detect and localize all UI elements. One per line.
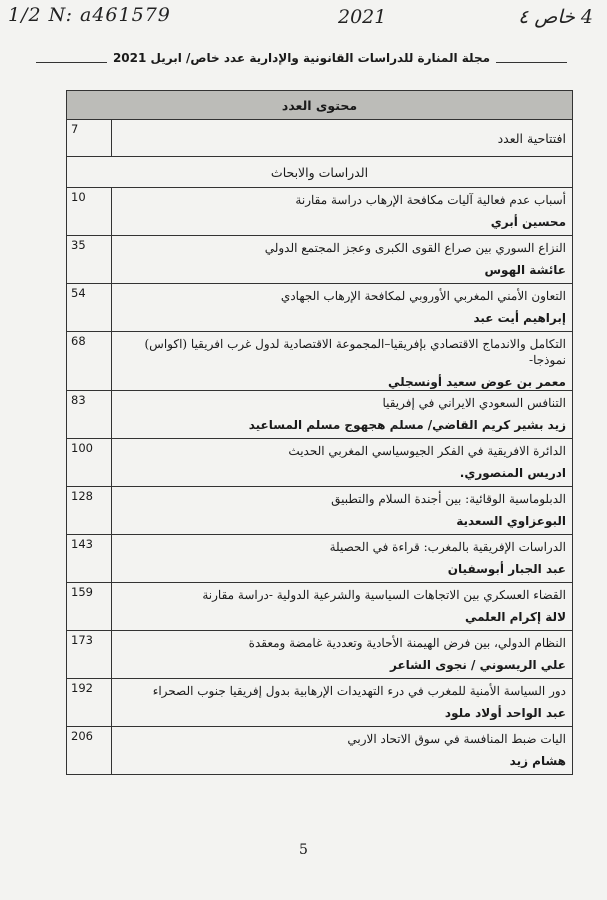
article-page: 68 [67, 332, 112, 391]
article-title: التكامل والاندماج الاقتصادي بإفريقيا–المجموعة الاقتصادية لدول غرب افريقيا (اكواس) نموذجا- [144, 337, 566, 367]
toc-entry-row [67, 188, 573, 236]
header-rule-left [36, 62, 107, 63]
toc-entry-row [67, 727, 573, 775]
handwritten-issue: 4 خاص ٤ [518, 6, 593, 28]
entry-cell [112, 583, 573, 631]
toc-entry-row [67, 535, 573, 583]
toc-heading-row [67, 91, 573, 120]
toc-entry-row [67, 583, 573, 631]
entry-cell [112, 439, 573, 487]
article-title: دور السياسة الأمنية للمغرب في درء التهديدات الإرهابية بدول إفريقيا جنوب الصحراء [152, 684, 566, 698]
handwritten-year: 2021 [338, 6, 387, 28]
toc-entry-row [67, 679, 573, 727]
article-title: اليات ضبط المنافسة في سوق الاتحاد الاربي [347, 732, 566, 746]
header-rule-right [496, 62, 567, 63]
intro-page: 7 [67, 120, 112, 157]
toc-section-row [67, 157, 573, 188]
toc-entry-row [67, 284, 573, 332]
entry-cell [112, 332, 573, 391]
article-author: محسين أبري [490, 215, 566, 229]
article-page: 206 [67, 727, 112, 775]
article-author: عبد الواحد أولاد ملود [444, 706, 566, 720]
article-page: 128 [67, 487, 112, 535]
article-title: الدائرة الافريقية في الفكر الجيوسياسي المغربي الحديث [288, 444, 566, 458]
article-title: الدراسات الإفريقية بالمغرب: قراءة في الحصيلة [329, 540, 566, 554]
article-author: عبد الجبار أبوسفيان [447, 562, 566, 576]
article-page: 192 [67, 679, 112, 727]
toc-entry-row [67, 391, 573, 439]
intro-title: افتتاحية العدد [112, 120, 573, 157]
journal-title: مجلة المنارة للدراسات القانونية والإدارية عدد خاص/ ابريل 2021 [112, 51, 491, 65]
handwritten-reference: 1/2 N: a461579 [8, 4, 171, 26]
toc-entry-row [67, 332, 573, 391]
article-title: النظام الدولي، بين فرض الهيمنة الأحادية وتعددية غامضة ومعقدة [248, 636, 566, 650]
article-title: القضاء العسكري بين الاتجاهات السياسية والشرعية الدولية -دراسة مقارنة [202, 588, 566, 602]
page-number: 5 [299, 842, 308, 858]
toc-heading: محتوى العدد [67, 91, 573, 120]
article-author: إبراهيم أيت عبد [473, 311, 566, 325]
entry-cell [112, 679, 573, 727]
entry-cell [112, 391, 573, 439]
article-page: 54 [67, 284, 112, 332]
article-author: هشام زيد [509, 754, 566, 768]
article-title: النزاع السوري بين صراع القوى الكبرى وعجز المجتمع الدولي [264, 241, 566, 255]
entry-cell [112, 284, 573, 332]
toc-intro-row [67, 120, 573, 157]
entry-cell [112, 631, 573, 679]
entry-cell [112, 535, 573, 583]
toc-entry-row [67, 439, 573, 487]
article-title: التنافس السعودي الايراني في إفريقيا [382, 396, 566, 410]
article-author: زيد بشير كريم القاضي/ مسلم هجهوج مسلم المساعيد [248, 418, 566, 432]
entry-cell [112, 236, 573, 284]
entry-cell [112, 188, 573, 236]
article-title: الدبلوماسية الوقائية: بين أجندة السلام والتطبيق [331, 492, 566, 506]
toc-entry-row [67, 487, 573, 535]
article-page: 83 [67, 391, 112, 439]
toc-entry-row [67, 631, 573, 679]
article-author: معمر بن عوض سعيد أونسجلي [388, 375, 566, 389]
entry-cell [112, 727, 573, 775]
toc-entry-row [67, 236, 573, 284]
article-page: 173 [67, 631, 112, 679]
article-title: التعاون الأمني المغربي الأوروبي لمكافحة الإرهاب الجهادي [280, 289, 566, 303]
article-author: البوعزاوي السعدية [456, 514, 566, 528]
table-of-contents [66, 90, 573, 775]
article-page: 35 [67, 236, 112, 284]
article-page: 100 [67, 439, 112, 487]
journal-header [36, 44, 567, 72]
article-author: علي الريسوني / نجوى الشاعر [390, 658, 566, 672]
article-page: 143 [67, 535, 112, 583]
entry-cell [112, 487, 573, 535]
section-title: الدراسات والابحاث [67, 157, 573, 188]
article-author: عائشة الهوس [484, 263, 566, 277]
article-page: 159 [67, 583, 112, 631]
article-author: لالة إكرام العلمي [464, 610, 566, 624]
article-author: ادريس المنصوري. [459, 466, 566, 480]
article-page: 10 [67, 188, 112, 236]
article-title: أسباب عدم فعالية آليات مكافحة الإرهاب دراسة مقارنة [295, 193, 566, 207]
